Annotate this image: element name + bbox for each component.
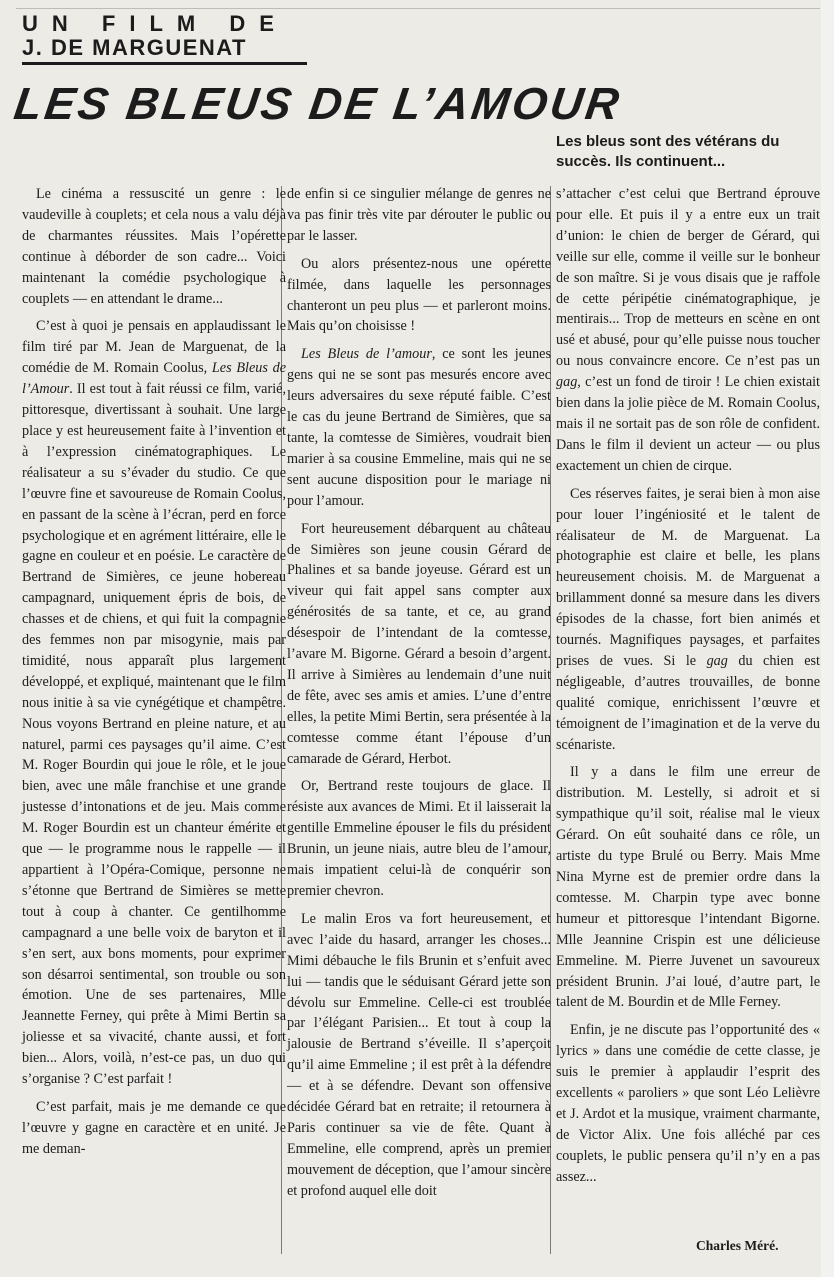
article-paragraph [22,184,286,309]
article-title: LES BLEUS DE L’AMOUR [11,78,625,129]
paragraph-text: Le malin Eros va fort heureusement, et avec l’aide du hasard, arranger les choses... Mimi débauche le fils Brunin et s’enfuit avec lui — tandis que le séduisant Gérard jette son dévolu sur Emmeline. Celle-ci est troublée par l’élégant Parisien... Et tout à coup la jalousie de Bertrand s’éveille. Il s’aperçoit qu’il aime Emmeline ; il est prêt à la défendre — et à se défendre. Devant son offensive décidée Gérard bat en retraite; il retournera à Paris continuer sa vie de fête. Quant à Emmeline, elle comprend, après un premier mouvement de déception, que l’amour sincère et profond auquel elle doit [287,910,551,1199]
paragraph-text: Ces réserves faites, je serai bien à mon aise pour louer l’ingéniosité et le talent de réalisateur de M. de Marguenat. La photographie est claire et belle, les plans heureusement choisis. M. de Marguenat a brillamment donné sa mesure dans les divers épisodes de la chasse, fort bien animés et tournés. Magnifiques paysages, et parfaites prises de vues. Si le [556,485,820,669]
paragraph-text: C’est à quoi je pensais en applaudissant le film tiré par M. Jean de Marguenat, de la comédie de M. Romain Coolus, [22,318,286,377]
article-paragraph [556,484,820,756]
paragraph-text: C’est parfait, mais je me demande ce que l’œuvre y gagne en caractère et en unité. Je me deman- [22,1098,286,1157]
article-paragraph [22,316,286,1090]
paragraph-text: s’attacher c’est celui que Bertrand éprouve pour elle. Et puis il y a entre eux un trait d’union: le chien de berger de Gérard, qui veille sur elle, comme il veille sur le bonheur de son maître. Si je vous disais que je raffole de cette péripétie cinématographique, je mentirais... Trop de metteurs en scène en ont usé et abusé, pour qu’elle puisse nous toucher ou nous convaincre encore. Ce n’est pas un [556,186,820,370]
paragraph-text: , ce sont les jeunes gens qui ne se sont pas mesurés encore avec leurs adversaires du sexe réputé faible. C’est le cas du jeune Bertrand de Simières, que sa tante, la comtesse de Simières, voudrait bien marier à sa cousine Emmeline, mais qui ne se sent aucune disposition pour le mariage ni pour l’amour. [287,346,552,509]
author-signature: Charles Méré. [696,1238,779,1253]
article-paragraph [287,909,551,1202]
kicker-line-2: J. DE MARGUENAT [22,35,247,60]
page-edge [821,0,834,1277]
article-paragraph [287,519,551,770]
article-paragraph [22,1097,286,1160]
article-paragraph [287,776,551,901]
top-rule [16,8,820,9]
paragraph-text: de enfin si ce singulier mélange de genres ne va pas finir très vite par dérouter le public ou par le lasser. [287,186,551,244]
paragraph-text: Ou alors présentez-nous une opérette filmée, dans laquelle les personnages chanteront un peu plus — et parleront moins. Mais qu’on choisisse ! [287,255,551,335]
article-paragraph [556,762,820,1013]
italic-title-text: Les Bleus de l’amour [301,346,432,363]
article-paragraph [556,1020,820,1187]
paragraph-text: du chien est négligeable, d’autres trouvailles, de bonne qualité comique, enrichissent l’œuvre et témoignent de l’imagination et de la verve du scénariste. [556,652,821,753]
italic-title-text: gag [706,652,728,669]
paragraph-text: Enfin, je ne discute pas l’opportunité des « lyrics » dans une comédie de cette classe, je suis le premier à applaudir l’esprit des excellents « paroliers » que sont Léo Lelièvre et J. Ardot et la musique, vraiment charmante, de Victor Alix. Une fois alléché par ces couplets, le public pensera qu’il n’y en a pas assez... [556,1022,820,1185]
paragraph-text: Fort heureusement débarquent au château de Simières son jeune cousin Gérard de Phalines et sa bande joyeuse. Gérard est un viveur qui fait appel sans compter aux générosités de sa tante, et ce, au grand désespoir de l’intendant de la comtesse, l’avare M. Bigorne. Gérard a besoin d’argent. Il arrive à Simières au lendemain d’une nuit de fête, avec ses amis et amies. L’une d’entre elles, la petite Mimi Bertin, sera présentée à la comtesse comme étant l’épouse d’un camarade de Gérard, Herbot. [287,520,551,767]
paragraph-text: Or, Bertrand reste toujours de glace. Il résiste aux avances de Mimi. Et il laisserait la gentille Emmeline épouser le fils du président Brunin, un jeune niais, autre bleu de l’amour, mais impatient celui-là de conquérir son premier chevron. [287,778,551,899]
kicker [22,12,307,65]
article-column-1 [22,184,286,1167]
article-subtitle: Les bleus sont des vétérans du succès. Ils continuent... [556,133,780,170]
italic-title-text: Les Bleus de l’Amour [22,360,286,398]
article-paragraph [287,344,551,511]
paragraph-text: . Il est tout à fait réussi ce film, varié, pittoresque, divertissant à souhait. Une large place y est heureusement faite à l’invention et à l’expression cinématographiques. Le réalisateur a su s’évader du studio. Ce que l’œuvre fine et savoureuse de Romain Coolus, en passant de la scène à l’écran, perd en force psychologique et en agrément littéraire, elle le gagne en couleur et en poésie. Le caractère de Bertrand de Simières, ce jeune hobereau campagnard, uniquement épris de bois, de chasses et de chiens, et qui fuit la compagnie des femmes non par misogynie, mais par timidité, nous apparaît plus largement développé, et expliqué, maintenant que le film nous initie à sa vie cynégétique et champêtre. Nous voyons Bertrand en pleine nature, et au naturel, parmi ces paysages qu’il aime. C’est M. Roger Bourdin qui joue le rôle, et le joue bien, avec une mâle franchise et une grande justesse d’intonations et de jeu. Mais comme M. Roger Bourdin est un chanteur émérite et que — le programme nous le rappelle — il appartient à l’Opéra-Comique, personne ne s’étonne que Bertrand de Simières se mette tout à coup à chanter. Ce gentilhomme campagnard a une belle voix de baryton et il s’en sert, aux bons moments, pour exprimer son désarroi sentimental, son trouble ou son émotion. Une de ses partenaires, Mlle Jeannette Ferney, qui prête à Mimi Bertin sa joliesse et sa vivacité, chante aussi, et fort bien... Alors, voilà, n’est-ce pas, un duo qui s’organise ? C’est parfait ! [22,381,286,1088]
paragraph-text: Il y a dans le film une erreur de distribution. M. Lestelly, si adroit et si sympathique qu’il soit, réalise mal le vieux Gérard. On eût souhaité dans ce rôle, un artiste du type Brulé ou Berry. Mais Mme Nina Myrne est de premier ordre dans la comtesse. M. Charpin type avec bonne humeur et pittoresque l’intendant Bigorne. Mlle Jeannine Crispin est une délicieuse Emmeline. M. Pierre Juvenet un savoureux président Brunin. J’ai loué, d’autre part, le talent de M. Bourdin et de Mlle Ferney. [556,764,820,1011]
kicker-line-1: UN FILM DE [22,11,288,36]
article-paragraph [287,184,551,247]
article-column-3 [556,184,820,1195]
article-paragraph [287,254,551,338]
paragraph-text: Le cinéma a ressuscité un genre : le vaudeville à couplets; et cela nous a valu déjà de charmantes réussites. Mais l’opérette continue à déborder de son cadre... Voici maintenant la comédie psychologique à couplets — en attendant le drame... [22,186,286,307]
paragraph-text: , c’est un fond de tiroir ! Le chien existait bien dans la jolie pièce de M. Romain Coolus, mais il ne sortait pas de son rôle de confident. Dans le film il devient un acteur — ou plus exactement un chien de cirque. [556,374,820,474]
italic-title-text: gag [556,374,578,391]
article-paragraph [556,184,820,477]
article-column-2 [287,184,551,1209]
